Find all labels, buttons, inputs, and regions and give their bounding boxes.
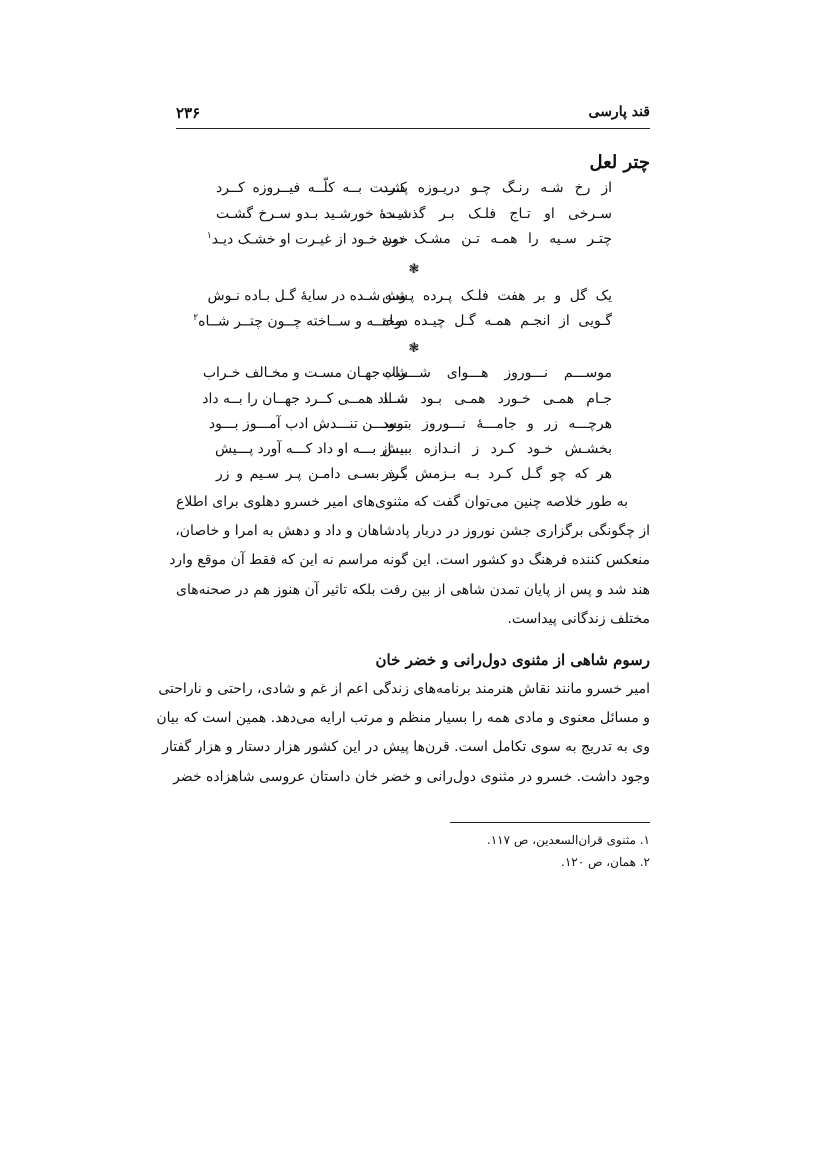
verse-text: خون خـود از غیـرت او خشـک دیـد: [211, 231, 408, 248]
verse-hemistich-left: بـرد بسـی دامـن پـر سـیم و زر: [216, 466, 408, 482]
verse-hemistich-left: پشــت بــه کلّــه فیــروزه کــرد: [216, 180, 408, 196]
paragraph-line: امیر خسرو مانند نقاش هنرمند برنامه‌های زندگی اعم از غم و شادی، راحتی و ناراحتی: [158, 681, 650, 697]
verse-hemistich-left: دیـدهٔ خورشـید بـدو سـرخ گشـت: [216, 206, 408, 222]
verse-line: [176, 365, 650, 394]
paragraph-line: وی به تدریج به سوی تکامل است. قرن‌ها پیش در این کشور هزار دستار و هزار گفتار: [162, 739, 650, 756]
page-header: [176, 104, 650, 129]
verse-hemistich-right: جـام همـی خـورد همـی بـود شـاد: [382, 391, 612, 407]
paragraph-line: وجود داشت. خسرو در مثنوی دول‌رانی و خضر خان داستان عروسی شاهزاده خضر: [173, 768, 650, 785]
paragraph-line: مختلف زندگانی پیداست.: [507, 610, 650, 627]
verse-hemistich-right: چتـر سـیه را همـه تـن مشـک دیـد: [382, 231, 612, 247]
paragraph-line: از چگونگی برگزاری جشن نوروز در دربار پادشاهان و داد و دهش به امرا و خاصان،: [175, 523, 650, 540]
body-paragraph: [156, 675, 650, 792]
verse-hemistich-left: بـــاز بـــه او داد کـــه آورد پـــیش: [214, 441, 408, 457]
paragraph-line: هند شد و پس از پایان تمدن شاهی از بین رفت بلکه تاثیر آن هنوز هم در صحنه‌های: [176, 581, 650, 598]
verse-hemistich-left: توســـن تنـــدش ادب آمـــوز بـــود: [208, 416, 408, 432]
verse-line: [176, 231, 650, 260]
verse-hemistich-left: شاه جهـان مسـت و مخـالف خـراب: [202, 365, 408, 381]
verse-hemistich-left: شــاد همــی کــرد جهــان را بــه داد: [202, 391, 408, 407]
footnote-marker: ۱: [206, 231, 212, 241]
paragraph-line: به طور خلاصه چنین می‌توان گفت که مثنوی‌های امیر خسرو دهلوی برای اطلاع: [176, 494, 628, 510]
stanza-separator: ❃: [408, 341, 420, 356]
verse-hemistich-left: شـه شـده در سایهٔ گـل بـاده نـوش: [207, 288, 408, 304]
section-heading: رسوم شاهی از مثنوی دول‌رانی و خضر خان: [375, 651, 650, 669]
verse-hemistich-right: گـویی از انجـم همـه گـل چیـده مـاه: [382, 313, 612, 329]
verse-line: [176, 180, 650, 209]
verse-hemistich-right: سـرخی او تـاج فلـک بـر گذشـت: [382, 206, 612, 222]
footnote-marker: ۲: [193, 313, 199, 323]
verse-hemistich-left: [193, 313, 408, 330]
running-title: قند پارسی: [588, 104, 650, 120]
footnote: ۲. همان، ص ۱۲۰.: [561, 855, 650, 869]
verse-hemistich-right: موســـم نـــوروز هـــوای شـــراب: [382, 365, 612, 381]
verse-hemistich-left: [206, 231, 408, 248]
paragraph-line: و مسائل معنوی و مادی همه را بسیار منظم و مرتب ارایه می‌دهد. همین است که بیان: [156, 710, 650, 727]
footnote: ۱. مثنوی قران‌السعدین، ص ۱۱۷.: [486, 833, 650, 847]
body-paragraph: [169, 488, 650, 634]
verse-hemistich-right: از رخ شـه رنـگ چـو دریـوزه کـرد: [382, 180, 612, 196]
paragraph-line: منعکس کننده فرهنگ دو کشور است. این گونه مراسم نه این که فقط آن موقع وارد: [169, 552, 650, 569]
section-title: چتر لعل: [589, 152, 650, 173]
verse-hemistich-right: هرچـــه زر و جامـــهٔ نـــوروز بـــود: [382, 416, 612, 432]
verse-hemistich-right: هر که چو گـل کـرد بـه بـزمش گـذر: [382, 466, 612, 482]
verse-hemistich-right: بخشـش خـود کـرد ز انـدازه بـیش: [382, 441, 612, 457]
stanza-separator: ❃: [408, 262, 420, 277]
verse-text: دوختــه و ســاخته چــون چتــر شــاه: [198, 313, 408, 330]
verse-line: [176, 313, 650, 342]
verse-hemistich-right: یک گل و بر هفت فلـک پـرده پـوش: [382, 288, 612, 304]
footnote-divider: [450, 822, 650, 823]
page-number: ۲۳۶: [176, 104, 201, 122]
